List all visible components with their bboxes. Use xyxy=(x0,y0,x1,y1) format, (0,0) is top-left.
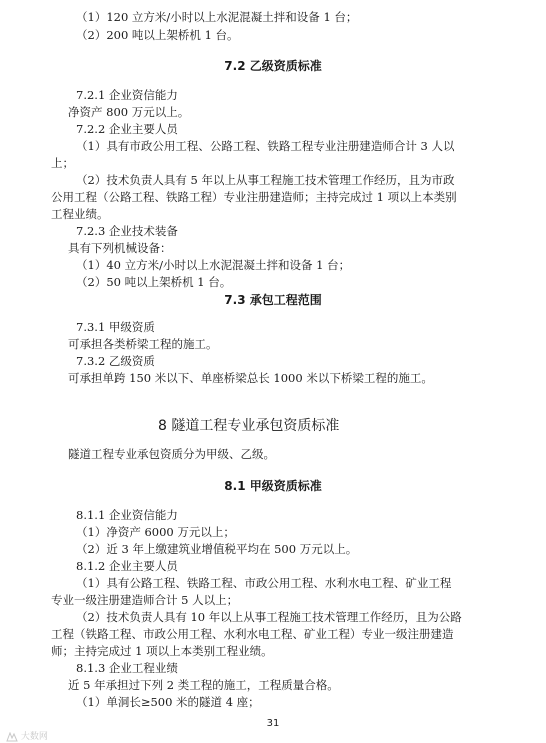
text-line: 7.3.2 乙级资质 xyxy=(76,354,155,368)
text-line: （1）120 立方米/小时以上水泥混凝土拌和设备 1 台； xyxy=(76,10,358,24)
text-line: 8.1.1 企业资信能力 xyxy=(76,508,178,522)
text-line: 师；主持完成过 1 项以上本类别工程业绩。 xyxy=(51,644,273,658)
section-heading-7-2: 7.2 乙级资质标准 xyxy=(224,59,322,73)
text-line: 隧道工程专业承包资质分为甲级、乙级。 xyxy=(68,447,275,461)
text-line: （1）40 立方米/小时以上水泥混凝土拌和设备 1 台； xyxy=(76,258,351,272)
text-line: 8.1.2 企业主要人员 xyxy=(76,559,178,573)
watermark-text: 大数网 xyxy=(20,732,48,742)
text-line: （1）单洞长≥500 米的隧道 4 座； xyxy=(76,695,260,709)
section-heading-8-1: 8.1 甲级资质标准 xyxy=(224,479,322,493)
text-line: （2）200 吨以上架桥机 1 台。 xyxy=(76,28,239,42)
text-line: 7.2.1 企业资信能力 xyxy=(76,88,178,102)
text-line: 7.3.1 甲级资质 xyxy=(76,320,155,334)
text-line: 净资产 800 万元以上。 xyxy=(68,105,190,119)
text-line: 工程业绩。 xyxy=(51,207,109,221)
text-line: 7.2.3 企业技术装备 xyxy=(76,224,178,238)
text-line: （2）近 3 年上缴建筑业增值税平均在 500 万元以上。 xyxy=(76,542,358,556)
chapter-heading-8: 8 隧道工程专业承包资质标准 xyxy=(158,418,340,434)
text-line: 工程（铁路工程、市政公用工程、水利水电工程、矿业工程）专业一级注册建造 xyxy=(51,627,454,641)
text-line: （1）具有市政公用工程、公路工程、铁路工程专业注册建造师合计 3 人以 xyxy=(76,139,455,153)
text-line: 具有下列机械设备： xyxy=(68,241,172,255)
text-line: （1）净资产 6000 万元以上； xyxy=(76,525,235,539)
text-line: 8.1.3 企业工程业绩 xyxy=(76,661,178,675)
text-line: （2）技术负责人具有 10 年以上从事工程施工技术管理工作经历，且为公路 xyxy=(76,610,462,624)
text-line: 专业一级注册建造师合计 5 人以上； xyxy=(51,593,239,607)
text-line: 7.2.2 企业主要人员 xyxy=(76,122,178,136)
section-heading-7-3: 7.3 承包工程范围 xyxy=(224,293,322,307)
text-line: （2）技术负责人具有 5 年以上从事工程施工技术管理工作经历，且为市政 xyxy=(76,173,455,187)
text-line: 公用工程（公路工程、铁路工程）专业注册建造师；主持完成过 1 项以上本类别 xyxy=(51,190,457,204)
text-line: 可承担各类桥梁工程的施工。 xyxy=(68,337,218,351)
page-number: 31 xyxy=(266,718,280,729)
watermark xyxy=(6,729,48,742)
text-line: 可承担单跨 150 米以下、单座桥梁总长 1000 米以下桥梁工程的施工。 xyxy=(68,371,433,385)
text-line: （2）50 吨以上架桥机 1 台。 xyxy=(76,275,232,289)
text-line: （1）具有公路工程、铁路工程、市政公用工程、水利水电工程、矿业工程 xyxy=(76,576,452,590)
text-line: 上； xyxy=(51,156,74,170)
watermark-logo-icon xyxy=(6,732,18,742)
text-line: 近 5 年承担过下列 2 类工程的施工，工程质量合格。 xyxy=(68,678,339,692)
